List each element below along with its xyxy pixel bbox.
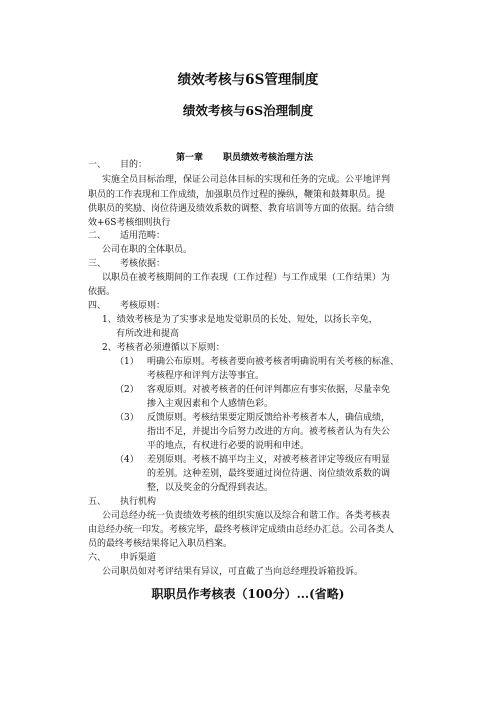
principle-line: 2、考核者必须遵循以下原则：: [102, 343, 225, 353]
document-title: 绩效考核与6S管理制度: [177, 72, 319, 88]
section-text-line: 供职员的奖励、岗位待遇及绩效系数的调整、教育培训等方面的依据。结合绩: [88, 204, 395, 214]
section-text-line: 公司职员如对考评结果有异议，可直截了当向总经理投诉箱投诉。: [102, 567, 364, 577]
principle-item-line: 差别原则。考核不搞平均主义，对被考核者评定等级应有明显: [147, 455, 391, 465]
section-text-line: 公司总经办统一负责绩效考核的组织实施以及综合和谐工作。各类考核表: [102, 511, 391, 521]
section-text-line: 依据。: [88, 287, 116, 297]
section-number: 五、: [88, 497, 107, 507]
section-number: 一、: [88, 160, 107, 170]
section-text-line: 以职员在被考核期间的工作表现（工作过程）与工作成果（工作结果）为: [102, 273, 391, 283]
section-text-line: 效+6S考核细则执行: [88, 218, 171, 228]
principle-item-line: 掺入主观因素和个人感情色彩。: [147, 399, 274, 409]
section-number: 四、: [88, 301, 107, 311]
principle-item-line: 的差别。这种差别，最终要通过岗位待遇、岗位绩效系数的调: [147, 469, 391, 479]
section-heading: 适用范畴：: [120, 231, 166, 241]
principle-item-number: （2）: [115, 385, 139, 395]
chapter-title: 职员绩效考核治理方法: [223, 153, 314, 163]
section-text-line: 由总经办统一印发。考核完毕，最终考核评定成绩由总经办汇总。公司各类人: [88, 525, 395, 535]
section-number: 二、: [88, 231, 107, 241]
section-heading: 考核依据：: [120, 259, 166, 269]
principle-item-number: （4）: [115, 455, 139, 465]
section-text-line: 实施全员目标治理，保证公司总体目标的实现和任务的完成。公平地评判: [102, 175, 391, 185]
section-heading: 执行机构: [120, 497, 157, 507]
section-text-line: 公司在职的全体职员。: [102, 245, 193, 255]
principle-item-line: 反馈原则。考核结果要定期反馈给补考核者本人，确信成绩，: [147, 413, 391, 423]
chapter-heading: [176, 150, 313, 163]
principle-item-number: （1）: [115, 357, 139, 367]
section-heading: 申诉渠道: [120, 553, 157, 563]
document-subtitle: 绩效考核与6S治理制度: [182, 103, 314, 118]
principle-item-line: 指出不足，并提出今后努力改进的方向。被考核者认为有失公: [147, 427, 391, 437]
principle-item-line: 考核程序和评判方法等事宜。: [147, 371, 265, 381]
principle-item-line: 客观原则。对被考核者的任何评判都应有事实依据，尽量幸免: [147, 385, 391, 395]
section-number: 三、: [88, 259, 107, 269]
section-heading: 目的：: [120, 160, 148, 170]
section-number: 六、: [88, 553, 107, 563]
section-text-line: 员的最终考核结果将记入职员档案。: [88, 539, 233, 549]
principle-line: 有所改进和提高: [116, 329, 180, 339]
appendix-title: 职职员作考核表（100分）...(省略): [151, 587, 345, 601]
principle-item-number: （3）: [115, 413, 139, 423]
section-text-line: 职员的工作表现和工作成绩，加强职员作过程的操纵，鞭策和鼓舞职员。提: [88, 190, 386, 200]
principle-line: 1、绩效考核是为了实事求是地发觉职员的长处、短处，以扬长辛免，: [102, 315, 378, 325]
chapter-label: 第一章: [176, 153, 204, 163]
section-heading: 考核原则：: [120, 301, 166, 311]
principle-item-line: 明确公布原则。考核者要向被考核者明确说明有关考核的标准、: [147, 357, 400, 367]
principle-item-line: 整，以及奖金的分配得到表达。: [147, 483, 274, 493]
principle-item-line: 平的地点，有权进行必要的说明和申述。: [147, 441, 310, 451]
